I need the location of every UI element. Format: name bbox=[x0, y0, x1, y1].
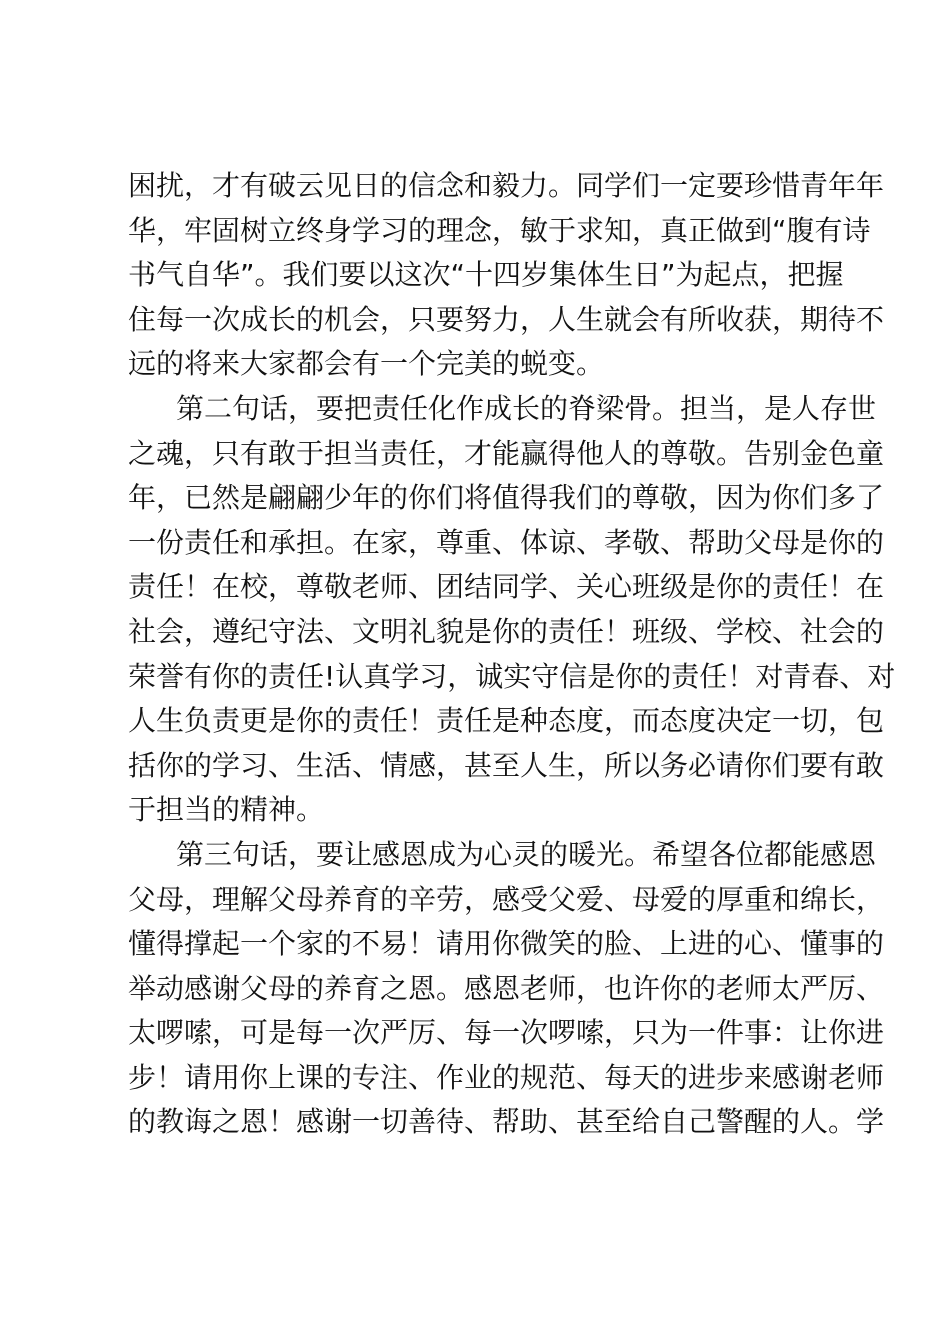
text-line: 人生负责更是你的责任！责任是种态度，而态度决定一切，包 bbox=[128, 704, 885, 738]
text-line: 第二句话，要把责任化作成长的脊梁骨。担当，是人存世 bbox=[176, 391, 877, 425]
text-line: 远的将来大家都会有一个完美的蜕变。 bbox=[128, 347, 605, 381]
text-line: 父母，理解父母养育的辛劳，感受父爱、母爱的厚重和绵长， bbox=[128, 882, 885, 916]
text-line: 之魂，只有敢于担当责任，才能赢得他人的尊敬。告别金色童 bbox=[128, 436, 885, 470]
text-line: 于担当的精神。 bbox=[128, 793, 325, 827]
text-line: 第三句话，要让感恩成为心灵的暖光。希望各位都能感恩 bbox=[176, 837, 877, 871]
text-line: 举动感谢父母的养育之恩。感恩老师，也许你的老师太严厉、 bbox=[128, 971, 885, 1005]
text-line: 书气自华”。我们要以这次“十四岁集体生日”为起点，把握 bbox=[128, 258, 844, 292]
text-line: 的教诲之恩！感谢一切善待、帮助、甚至给自己警醒的人。学 bbox=[128, 1105, 885, 1139]
text-line: 一份责任和承担。在家，尊重、体谅、孝敬、帮助父母是你的 bbox=[128, 525, 885, 559]
text-line: 责任！在校，尊敬老师、团结同学、关心班级是你的责任！在 bbox=[128, 570, 885, 604]
body-text bbox=[128, 164, 896, 1145]
text-line: 荣誉有你的责任!认真学习，诚实守信是你的责任！对青春、对 bbox=[128, 659, 896, 693]
text-line: 住每一次成长的机会，只要努力，人生就会有所收获，期待不 bbox=[128, 302, 885, 336]
text-line: 年，已然是翩翩少年的你们将值得我们的尊敬，因为你们多了 bbox=[128, 481, 885, 515]
text-line: 华，牢固树立终身学习的理念，敏于求知，真正做到“腹有诗 bbox=[128, 213, 871, 247]
text-line: 懂得撑起一个家的不易！请用你微笑的脸、上进的心、懂事的 bbox=[128, 927, 885, 961]
text-line: 太啰嗦，可是每一次严厉、每一次啰嗦，只为一件事：让你进 bbox=[128, 1016, 885, 1050]
text-line: 社会，遵纪守法、文明礼貌是你的责任！班级、学校、社会的 bbox=[128, 614, 885, 648]
text-line: 困扰，才有破云见日的信念和毅力。同学们一定要珍惜青年年 bbox=[128, 169, 885, 202]
text-line: 步！请用你上课的专注、作业的规范、每天的进步来感谢老师 bbox=[128, 1060, 885, 1094]
text-line: 括你的学习、生活、情感，甚至人生，所以务必请你们要有敢 bbox=[128, 748, 885, 782]
